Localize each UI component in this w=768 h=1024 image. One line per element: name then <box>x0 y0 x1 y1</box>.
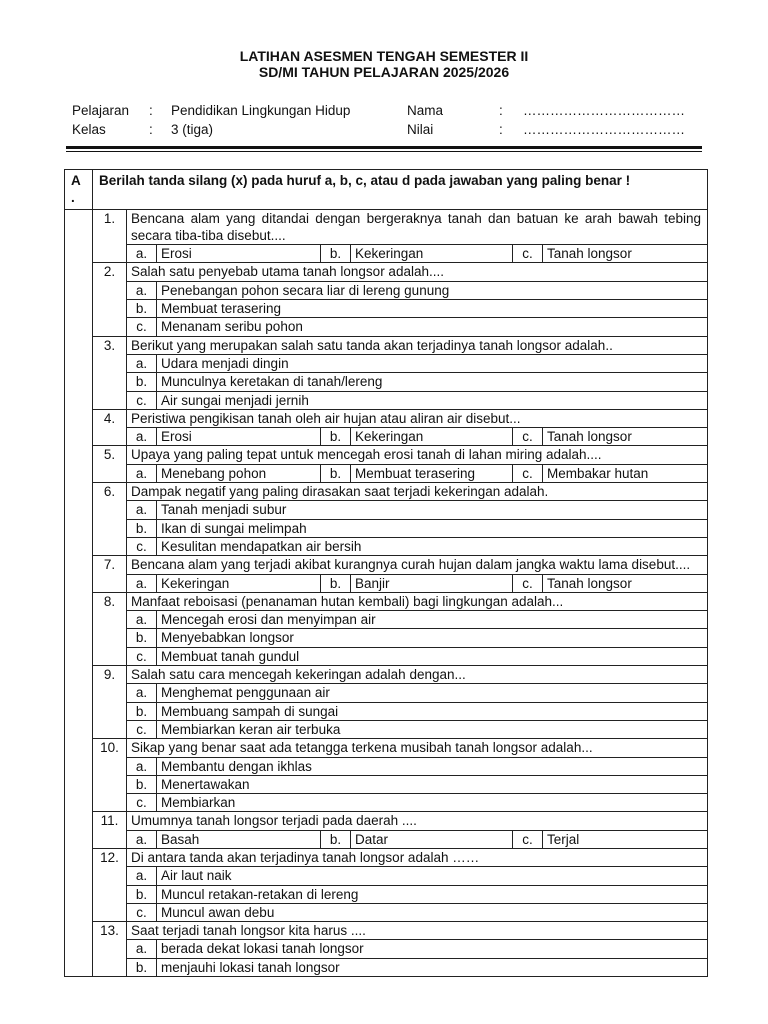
nilai-blank[interactable]: ……………………………… <box>523 122 685 137</box>
options-row <box>65 245 708 263</box>
option-text: Udara menjadi dingin <box>157 354 708 372</box>
option-text: Menyebabkan longsor <box>157 629 708 647</box>
question-text: Di antara tanda akan terjadinya tanah longsor adalah …… <box>127 848 708 866</box>
option-row <box>65 537 708 555</box>
question-text: Dampak negatif yang paling dirasakan saat terjadi kekeringan adalah. <box>127 483 708 501</box>
blank-cell <box>65 812 93 849</box>
options-row <box>65 428 708 446</box>
page-title <box>0 48 768 80</box>
question-number: 12. <box>93 848 127 921</box>
option-letter[interactable]: a. <box>127 464 157 482</box>
option-row <box>65 354 708 372</box>
option-row <box>65 611 708 629</box>
question-text: Salah satu cara mencegah kekeringan adalah dengan... <box>127 666 708 684</box>
question-table <box>64 169 708 977</box>
blank-cell <box>65 592 93 665</box>
option-text: Banjir <box>351 574 513 592</box>
option-letter[interactable]: b. <box>321 245 351 263</box>
pelajaran-value: Pendidikan Lingkungan Hidup <box>171 103 351 118</box>
option-row <box>65 300 708 318</box>
option-letter[interactable]: b. <box>127 958 157 976</box>
option-letter[interactable]: b. <box>127 775 157 793</box>
option-row <box>65 757 708 775</box>
option-text: Tanah menjadi subur <box>157 501 708 519</box>
option-row <box>65 903 708 921</box>
option-letter[interactable]: c. <box>127 903 157 921</box>
option-row <box>65 702 708 720</box>
colon: : <box>499 103 503 118</box>
option-text: Muncul retakan-retakan di lereng <box>157 885 708 903</box>
question-number: 4. <box>93 409 127 446</box>
option-text: berada dekat lokasi tanah longsor <box>157 940 708 958</box>
option-letter[interactable]: c. <box>127 391 157 409</box>
option-letter[interactable]: b. <box>127 629 157 647</box>
option-row <box>65 519 708 537</box>
option-text: Kekeringan <box>351 245 513 263</box>
options-row <box>65 830 708 848</box>
option-text: Erosi <box>157 428 321 446</box>
section-instruction: Berilah tanda silang (x) pada huruf a, b, c, atau d pada jawaban yang paling benar ! <box>93 170 708 210</box>
option-letter[interactable]: c. <box>513 830 543 848</box>
question-row <box>65 812 708 830</box>
question-text: Bencana alam yang terjadi akibat kurangnya curah hujan dalam jangka waktu lama disebut.... <box>127 556 708 574</box>
option-letter[interactable]: c. <box>127 318 157 336</box>
option-row <box>65 391 708 409</box>
option-letter[interactable]: c. <box>127 537 157 555</box>
question-number: 10. <box>93 739 127 812</box>
option-row <box>65 684 708 702</box>
option-row <box>65 318 708 336</box>
option-text: Basah <box>157 830 321 848</box>
option-row <box>65 281 708 299</box>
blank-cell <box>65 483 93 556</box>
option-row <box>65 501 708 519</box>
option-letter[interactable]: a. <box>127 245 157 263</box>
blank-cell <box>65 739 93 812</box>
option-text: Erosi <box>157 245 321 263</box>
option-text: Membakar hutan <box>543 464 708 482</box>
question-row <box>65 922 708 940</box>
option-row <box>65 373 708 391</box>
option-text: Menanam seribu pohon <box>157 318 708 336</box>
question-row <box>65 556 708 574</box>
nama-label: Nama <box>407 103 444 118</box>
question-text: Sikap yang benar saat ada tetangga terkena musibah tanah longsor adalah... <box>127 739 708 757</box>
option-letter[interactable]: a. <box>127 684 157 702</box>
option-letter[interactable]: b. <box>127 300 157 318</box>
title-line-1: LATIHAN ASESMEN TENGAH SEMESTER II <box>239 48 529 64</box>
option-text: Kekeringan <box>351 428 513 446</box>
question-text: Upaya yang paling tepat untuk mencegah erosi tanah di lahan miring adalah.... <box>127 446 708 464</box>
option-letter[interactable]: c. <box>127 794 157 812</box>
option-letter[interactable]: a. <box>127 757 157 775</box>
option-row <box>65 647 708 665</box>
option-letter[interactable]: b. <box>127 885 157 903</box>
option-letter[interactable]: a. <box>127 867 157 885</box>
question-row <box>65 446 708 464</box>
option-text: Membiarkan <box>157 794 708 812</box>
option-letter[interactable]: a. <box>127 501 157 519</box>
blank-cell <box>65 409 93 446</box>
option-text: Membuat terasering <box>351 464 513 482</box>
colon: : <box>149 122 153 137</box>
info-row-1 <box>72 101 685 120</box>
option-text: Tanah longsor <box>543 428 708 446</box>
student-info <box>72 101 685 139</box>
option-letter[interactable]: c. <box>513 574 543 592</box>
option-row <box>65 794 708 812</box>
option-text: Mencegah erosi dan menyimpan air <box>157 611 708 629</box>
option-row <box>65 940 708 958</box>
option-letter[interactable]: b. <box>321 574 351 592</box>
nilai-label: Nilai <box>407 122 434 137</box>
question-number: 2. <box>93 263 127 336</box>
option-row <box>65 867 708 885</box>
question-number: 11. <box>93 812 127 849</box>
option-letter[interactable]: b. <box>127 519 157 537</box>
colon: : <box>499 122 503 137</box>
question-row <box>65 848 708 866</box>
option-text: Tanah longsor <box>543 245 708 263</box>
question-row <box>65 739 708 757</box>
option-text: Terjal <box>543 830 708 848</box>
question-row <box>65 483 708 501</box>
option-text: Ikan di sungai melimpah <box>157 519 708 537</box>
option-text: Membiarkan keran air terbuka <box>157 720 708 738</box>
question-number: 9. <box>93 666 127 739</box>
option-row <box>65 958 708 976</box>
option-text: Membuat tanah gundul <box>157 647 708 665</box>
option-text: Muncul awan debu <box>157 903 708 921</box>
blank-cell <box>65 922 93 977</box>
option-letter[interactable]: a. <box>127 830 157 848</box>
option-text: Penebangan pohon secara liar di lereng gunung <box>157 281 708 299</box>
option-letter[interactable]: b. <box>321 830 351 848</box>
question-text: Peristiwa pengikisan tanah oleh air hujan atau aliran air disebut... <box>127 409 708 427</box>
option-letter[interactable]: c. <box>513 464 543 482</box>
question-row <box>65 209 708 245</box>
question-row <box>65 592 708 610</box>
options-row <box>65 464 708 482</box>
option-text: Tanah longsor <box>543 574 708 592</box>
question-row <box>65 666 708 684</box>
question-number: 6. <box>93 483 127 556</box>
question-number: 3. <box>93 336 127 409</box>
option-letter[interactable]: a. <box>127 281 157 299</box>
option-text: Menebang pohon <box>157 464 321 482</box>
option-text: Datar <box>351 830 513 848</box>
option-letter[interactable]: c. <box>127 720 157 738</box>
nama-blank[interactable]: ……………………………… <box>523 103 685 118</box>
blank-cell <box>65 556 93 593</box>
question-number: 13. <box>93 922 127 977</box>
option-text: Membuat terasering <box>157 300 708 318</box>
colon: : <box>149 103 153 118</box>
option-text: Munculnya keretakan di tanah/lereng <box>157 373 708 391</box>
option-row <box>65 720 708 738</box>
section-header-row <box>65 170 708 210</box>
question-row <box>65 336 708 354</box>
option-letter[interactable]: a. <box>127 428 157 446</box>
title-line-2: SD/MI TAHUN PELAJARAN 2025/2026 <box>258 64 510 80</box>
blank-cell <box>65 336 93 409</box>
info-row-2 <box>72 120 685 139</box>
option-text: Air sungai menjadi jernih <box>157 391 708 409</box>
option-row <box>65 775 708 793</box>
option-text: Kekeringan <box>157 574 321 592</box>
question-row <box>65 263 708 281</box>
blank-cell <box>65 666 93 739</box>
blank-cell <box>65 848 93 921</box>
question-text: Saat terjadi tanah longsor kita harus .... <box>127 922 708 940</box>
divider-thick <box>66 146 702 149</box>
option-text: Membantu dengan ikhlas <box>157 757 708 775</box>
option-letter[interactable]: b. <box>321 464 351 482</box>
question-row <box>65 409 708 427</box>
option-letter[interactable]: a. <box>127 940 157 958</box>
option-text: Menertawakan <box>157 775 708 793</box>
option-letter[interactable]: b. <box>127 702 157 720</box>
option-text: Menghemat penggunaan air <box>157 684 708 702</box>
option-row <box>65 885 708 903</box>
option-letter[interactable]: b. <box>127 373 157 391</box>
option-letter[interactable]: a. <box>127 354 157 372</box>
kelas-label: Kelas <box>72 122 106 137</box>
option-letter[interactable]: a. <box>127 574 157 592</box>
question-number: 7. <box>93 556 127 593</box>
question-number: 1. <box>93 209 127 263</box>
question-text: Bencana alam yang ditandai dengan bergeraknya tanah dan batuan ke arah bawah tebing secara tiba-tiba disebut.... <box>127 209 708 245</box>
option-letter[interactable]: c. <box>513 428 543 446</box>
question-number: 5. <box>93 446 127 483</box>
question-number: 8. <box>93 592 127 665</box>
kelas-value: 3 (tiga) <box>171 122 214 137</box>
question-text: Manfaat reboisasi (penanaman hutan kembali) bagi lingkungan adalah... <box>127 592 708 610</box>
option-text: Kesulitan mendapatkan air bersih <box>157 537 708 555</box>
divider-thin <box>66 151 702 152</box>
blank-cell <box>65 263 93 336</box>
option-text: Air laut naik <box>157 867 708 885</box>
option-letter[interactable]: b. <box>321 428 351 446</box>
option-letter[interactable]: c. <box>513 245 543 263</box>
section-letter: A . <box>65 170 93 210</box>
blank-cell <box>65 209 93 263</box>
option-row <box>65 629 708 647</box>
options-row <box>65 574 708 592</box>
question-text: Umumnya tanah longsor terjadi pada daerah .... <box>127 812 708 830</box>
option-letter[interactable]: c. <box>127 647 157 665</box>
question-text: Berikut yang merupakan salah satu tanda akan terjadinya tanah longsor adalah.. <box>127 336 708 354</box>
question-text: Salah satu penyebab utama tanah longsor adalah.... <box>127 263 708 281</box>
option-letter[interactable]: a. <box>127 611 157 629</box>
option-text: Membuang sampah di sungai <box>157 702 708 720</box>
option-text: menjauhi lokasi tanah longsor <box>157 958 708 976</box>
pelajaran-label: Pelajaran <box>72 103 130 118</box>
blank-cell <box>65 446 93 483</box>
